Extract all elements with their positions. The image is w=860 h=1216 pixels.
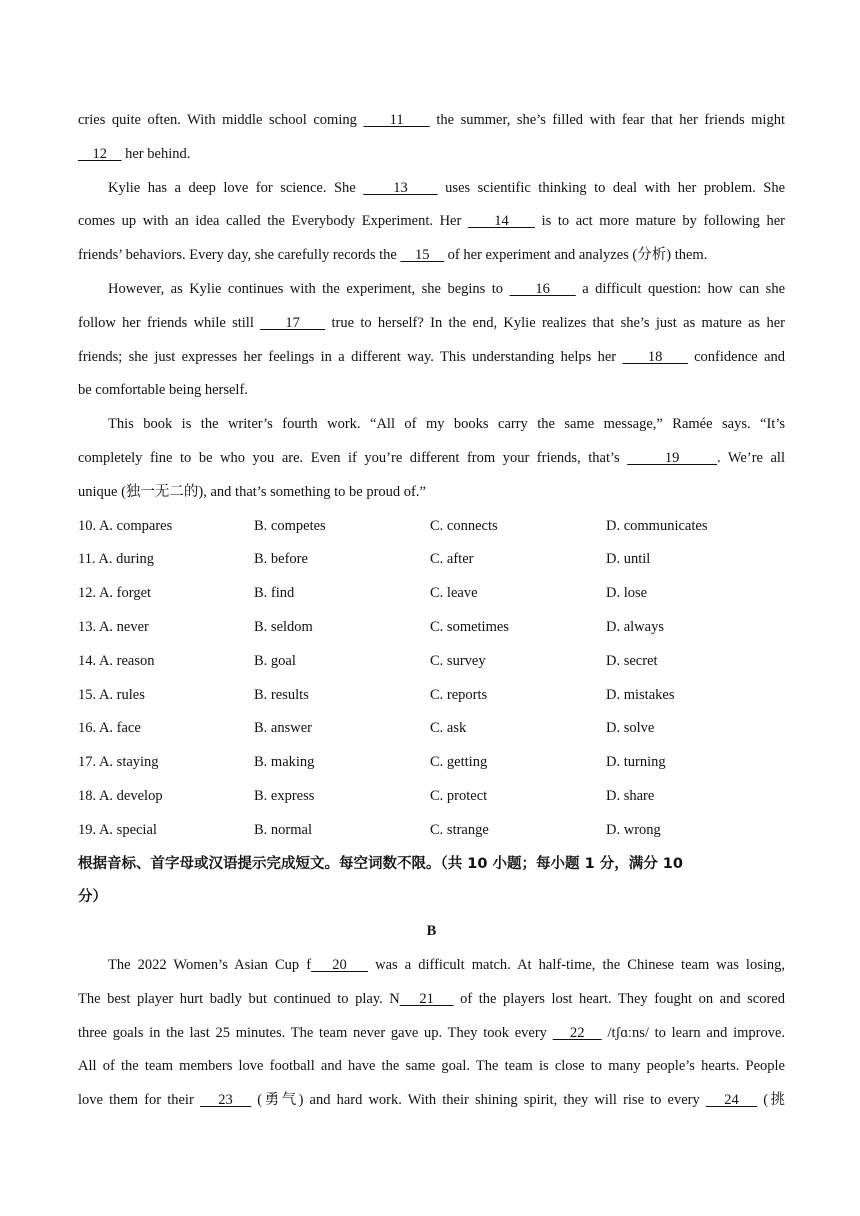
option-choice: D. communicates (606, 517, 708, 534)
option-choice: B. find (254, 585, 295, 602)
option-choice: D. secret (606, 652, 658, 669)
option-choice: B. normal (254, 821, 312, 838)
option-row (78, 746, 785, 780)
passage-a-line (78, 307, 785, 341)
option-choice: C. protect (430, 787, 488, 804)
option-choice: B. answer (254, 720, 312, 737)
passage-text: /tʃɑːns/ to learn and improve. (601, 1024, 785, 1041)
passage-text: confidence and (687, 348, 785, 365)
passage-a-line (78, 138, 785, 172)
option-row (78, 780, 785, 814)
option-choice: C. ask (430, 720, 467, 737)
passage-text: was a difficult match. At half-time, the Chinese team was losing, (368, 956, 785, 973)
passage-b-line (78, 1017, 785, 1051)
option-choice: B. competes (254, 517, 326, 534)
option-choice: 11. A. during (78, 551, 154, 568)
answer-blank: 14 (467, 213, 536, 230)
passage-text: friends’ behaviors. Every day, she carefully records the (78, 247, 401, 264)
passage-text: the summer, she’s filled with fear that her friends might (429, 112, 785, 128)
option-row (78, 577, 785, 611)
option-choice: C. leave (430, 585, 478, 602)
passage-b-line (78, 1084, 785, 1118)
passage-text: love them for their (78, 1092, 200, 1109)
passage-text: friends; she just expresses her feelings in a different way. This understanding helps her (78, 348, 623, 365)
option-choice: 12. A. forget (78, 585, 152, 602)
option-choice: 19. A. special (78, 821, 157, 838)
passage-text: (勇气) and hard work. With their shining spirit, they will rise to every (251, 1092, 706, 1109)
option-choice: B. goal (254, 652, 296, 669)
answer-blank: 12 (78, 145, 122, 162)
option-choice: D. turning (606, 754, 666, 771)
passage-a-line (78, 172, 785, 206)
option-row (78, 645, 785, 679)
options-list (78, 510, 785, 848)
answer-blank: 13 (363, 179, 438, 196)
answer-blank: 19 (627, 449, 718, 466)
passage-text: uses scientific thinking to deal with her problem. She (437, 179, 785, 196)
option-choice: D. wrong (606, 821, 661, 838)
passage-text: (挑 (757, 1092, 785, 1109)
passage-text: The 2022 Women’s Asian Cup f (108, 956, 312, 973)
passage-a-line (78, 408, 785, 442)
answer-blank: 24 (705, 1092, 758, 1109)
answer-blank: 11 (363, 112, 430, 128)
option-choice: C. connects (430, 517, 498, 534)
passage-a-line (78, 442, 785, 476)
option-choice: C. sometimes (430, 618, 509, 635)
option-row (78, 510, 785, 544)
passage-text: of the players lost heart. They fought on and scored (453, 990, 785, 1007)
option-choice: D. always (606, 618, 664, 635)
passage-a-line (78, 476, 785, 510)
passage-text: of her experiment and analyzes (分析) them. (444, 247, 708, 264)
instruction-text-cont: 分） (78, 889, 107, 906)
answer-blank: 18 (622, 348, 688, 365)
section-heading: B (426, 923, 437, 940)
passage-text: her behind. (121, 145, 191, 162)
option-row (78, 611, 785, 645)
option-choice: D. mistakes (606, 686, 675, 703)
passage-a-line (78, 341, 785, 375)
passage-text: completely fine to be who you are. Even if you’re different from your friends, that’s (78, 449, 628, 466)
option-row (78, 679, 785, 713)
option-choice: D. solve (606, 720, 655, 737)
passage-text: . We’re all (717, 449, 785, 466)
passage-b-line (78, 1050, 785, 1084)
option-choice: B. seldom (254, 618, 313, 635)
passage-a-line (78, 374, 785, 408)
passage-text: unique (独一无二的), and that’s something to be proud of.” (78, 483, 426, 500)
option-choice: B. before (254, 551, 308, 568)
passage-text: is to act more mature by following her (535, 213, 785, 230)
option-choice: C. reports (430, 686, 488, 703)
option-choice: D. share (606, 787, 655, 804)
answer-blank: 17 (260, 314, 326, 331)
passage-text: comes up with an idea called the Everybody Experiment. Her (78, 213, 468, 230)
passage-text: This book is the writer’s fourth work. “All of my books carry the same message,” Ramée says. “It’s (108, 416, 785, 433)
passage-text: a difficult question: how can she (575, 280, 785, 297)
passage-a-line (78, 205, 785, 239)
passage-text: true to herself? In the end, Kylie realizes that she’s just as mature as her (325, 314, 785, 331)
option-choice: C. getting (430, 754, 488, 771)
passage-text: cries quite often. With middle school coming (78, 112, 364, 128)
option-choice: B. making (254, 754, 315, 771)
option-choice: D. lose (606, 585, 648, 602)
option-choice: 13. A. never (78, 618, 149, 635)
passage-a-line (78, 273, 785, 307)
passage-text: three goals in the last 25 minutes. The team never gave up. They took every (78, 1024, 553, 1041)
passage-a-line (78, 239, 785, 273)
answer-blank: 21 (399, 990, 454, 1007)
answer-blank: 16 (509, 280, 576, 297)
passage-text: The best player hurt badly but continued to play. N (78, 990, 400, 1007)
option-choice: 18. A. develop (78, 787, 163, 804)
passage-b-line (78, 983, 785, 1017)
passage-text: However, as Kylie continues with the experiment, she begins to (108, 280, 510, 297)
passage-text: Kylie has a deep love for science. She (108, 179, 364, 196)
option-choice: C. after (430, 551, 474, 568)
passage-a-line (78, 104, 785, 138)
answer-blank: 22 (552, 1024, 602, 1041)
option-choice: C. survey (430, 652, 486, 669)
option-row (78, 712, 785, 746)
option-choice: 10. A. compares (78, 517, 173, 534)
answer-blank: 20 (311, 956, 369, 973)
option-choice: B. express (254, 787, 315, 804)
option-row (78, 814, 785, 848)
passage-text: be comfortable being herself. (78, 382, 248, 399)
option-choice: 15. A. rules (78, 686, 145, 703)
passage-b-line (78, 949, 785, 983)
document-page (78, 104, 785, 1118)
passage-text: follow her friends while still (78, 314, 261, 331)
option-choice: C. strange (430, 821, 489, 838)
option-row (78, 543, 785, 577)
answer-blank: 23 (199, 1092, 252, 1109)
answer-blank: 15 (400, 247, 444, 264)
option-choice: 17. A. staying (78, 754, 159, 771)
option-choice: 16. A. face (78, 720, 141, 737)
option-choice: D. until (606, 551, 651, 568)
passage-text: All of the team members love football and have the same goal. The team is close to many people’s hearts. People (78, 1058, 785, 1075)
option-choice: 14. A. reason (78, 652, 155, 669)
instruction-text: 根据音标、首字母或汉语提示完成短文。每空词数不限。（共 10 小题；每小题 1 分，满分 10 (78, 855, 683, 872)
option-choice: B. results (254, 686, 309, 703)
